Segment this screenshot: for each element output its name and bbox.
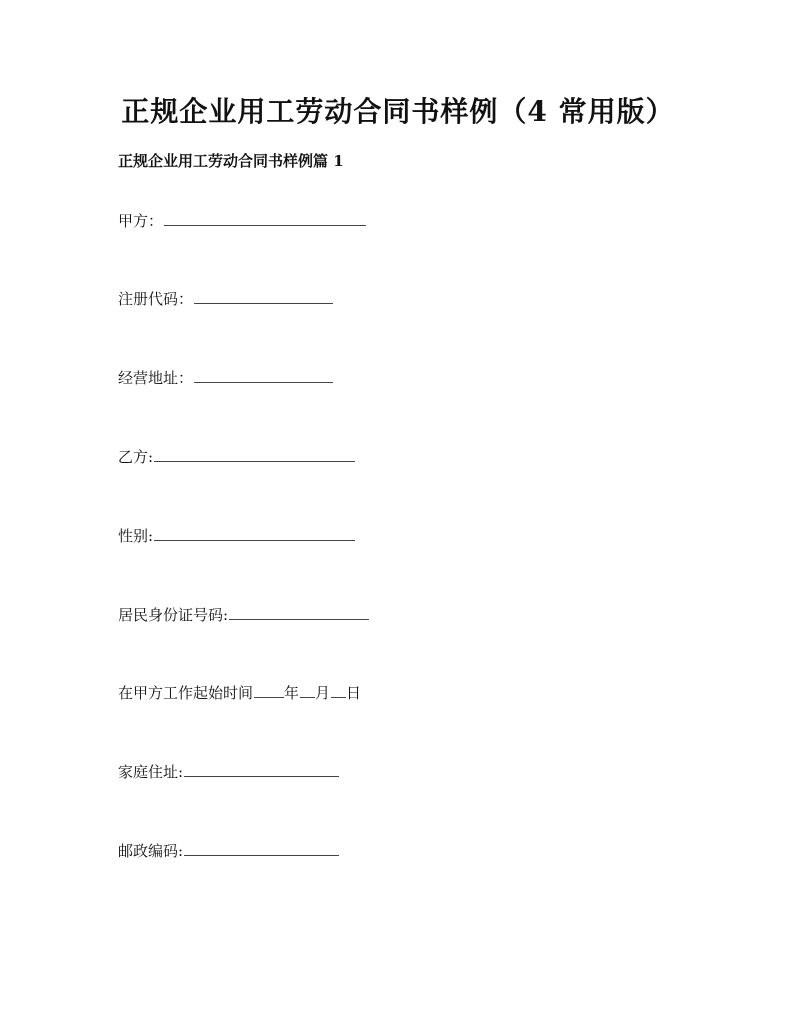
document-title: 正规企业用工劳动合同书样例（4 常用版）: [121, 95, 675, 128]
field-label: 邮政编码:: [118, 842, 184, 860]
field-business-address: [118, 367, 333, 389]
fill-blank-line: [184, 762, 339, 777]
fill-blank-line: [154, 526, 355, 541]
year-blank-line: [254, 683, 284, 698]
fill-blank-line: [184, 841, 339, 856]
field-registration-code: [118, 288, 333, 310]
field-label: 居民身份证号码:: [118, 606, 229, 624]
fill-blank-line: [154, 447, 355, 462]
field-label: 在甲方工作起始时间: [118, 684, 254, 702]
field-start-date: [118, 682, 361, 704]
field-party-a: [118, 210, 366, 232]
year-unit: 年: [284, 684, 300, 702]
fill-blank-line: [194, 289, 333, 304]
field-home-address: [118, 761, 339, 783]
day-blank-line: [331, 683, 346, 698]
section-heading: 正规企业用工劳动合同书样例篇 1: [118, 152, 344, 170]
field-label: 家庭住址:: [118, 763, 184, 781]
field-label: 经营地址：: [118, 369, 194, 387]
fill-blank-line: [194, 368, 333, 383]
day-unit: 日: [346, 684, 362, 702]
month-blank-line: [300, 683, 315, 698]
field-label: 乙方:: [118, 448, 154, 466]
fill-blank-line: [229, 605, 369, 620]
field-label: 甲方：: [118, 212, 164, 230]
field-id-number: [118, 604, 369, 626]
fill-blank-line: [164, 211, 366, 226]
field-gender: [118, 525, 355, 547]
field-party-b: [118, 446, 355, 468]
field-postal-code: [118, 840, 339, 862]
field-label: 性别:: [118, 527, 154, 545]
field-label: 注册代码：: [118, 290, 194, 308]
month-unit: 月: [315, 684, 331, 702]
